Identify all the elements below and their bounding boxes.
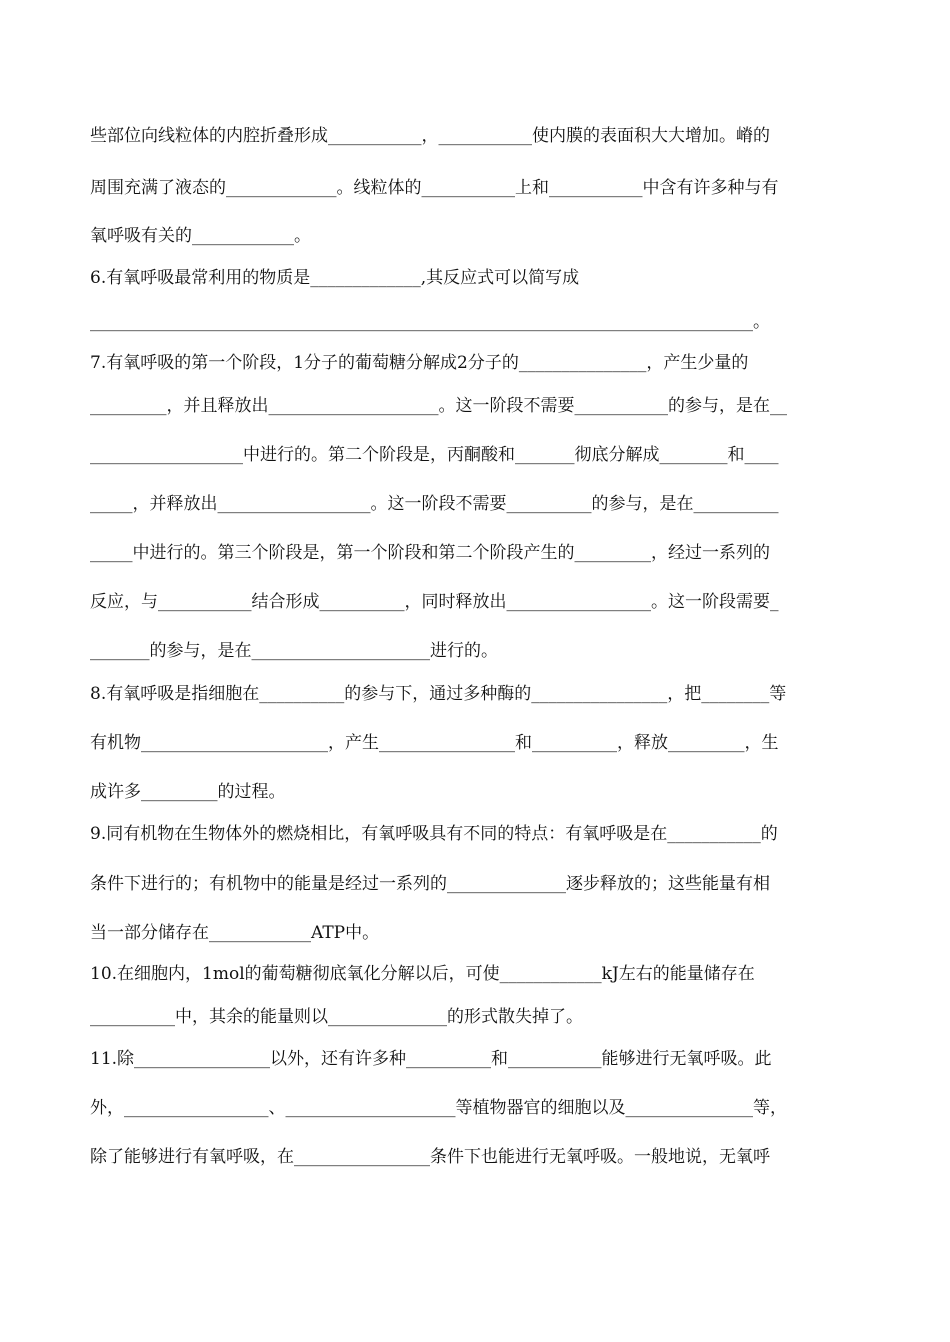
- text-line: 周围充满了液态的_____________。线粒体的___________上和___________中含有许多种与有: [90, 178, 779, 198]
- text-line: 11.除________________以外，还有许多种__________和___________能够进行无氧呼吸。此: [90, 1049, 772, 1069]
- text-line: 反应，与___________结合形成__________，同时释放出_________________。这一阶段需要_: [90, 592, 779, 612]
- text-line: 氧呼吸有关的____________。: [90, 226, 311, 246]
- text-line: __________中，其余的能量则以______________的形式散失掉了。: [90, 1007, 583, 1027]
- text-line: 除了能够进行有氧呼吸，在________________条件下也能进行无氧呼吸。一般地说，无氧呼: [90, 1147, 770, 1167]
- text-line: 10.在细胞内，1mol的葡萄糖彻底氧化分解以后，可使____________kJ左右的能量储存在: [90, 964, 755, 984]
- text-line: 些部位向线粒体的内腔折叠形成___________，___________使内膜的表面积大大增加。嵴的: [90, 126, 770, 146]
- text-line: _______的参与，是在_____________________进行的。: [90, 641, 498, 661]
- text-line: 当一部分储存在____________ATP中。: [90, 923, 380, 943]
- text-line: _________，并且释放出____________________。这一阶段不需要___________的参与，是在__: [90, 396, 787, 416]
- text-line: _____中进行的。第三个阶段是，第一个阶段和第二个阶段产生的_________，经过一系列的: [90, 543, 770, 563]
- text-line: 条件下进行的；有机物中的能量是经过一系列的______________逐步释放的；这些能量有相: [90, 874, 770, 894]
- text-line: ______________________________________________________________________________。: [90, 312, 770, 332]
- text-line: 外，_________________、____________________等植物器官的细胞以及_______________等，: [90, 1098, 787, 1118]
- text-line: __________________中进行的。第二个阶段是，丙酮酸和_______彻底分解成________和____: [90, 445, 779, 465]
- text-line: 9.同有机物在生物体外的燃烧相比，有氧呼吸具有不同的特点：有氧呼吸是在___________的: [90, 824, 778, 844]
- text-line: 8.有氧呼吸是指细胞在__________的参与下，通过多种酶的________________，把________等: [90, 684, 787, 704]
- text-line: 7.有氧呼吸的第一个阶段，1分子的葡萄糖分解成2分子的_______________，产生少量的: [90, 353, 749, 373]
- text-line: 成许多_________的过程。: [90, 782, 286, 802]
- text-line: 有机物______________________，产生________________和__________，释放_________，生: [90, 733, 779, 753]
- text-line: _____，并释放出__________________。这一阶段不需要__________的参与，是在__________: [90, 494, 779, 514]
- text-line: 6.有氧呼吸最常利用的物质是_____________,其反应式可以简写成: [90, 268, 580, 288]
